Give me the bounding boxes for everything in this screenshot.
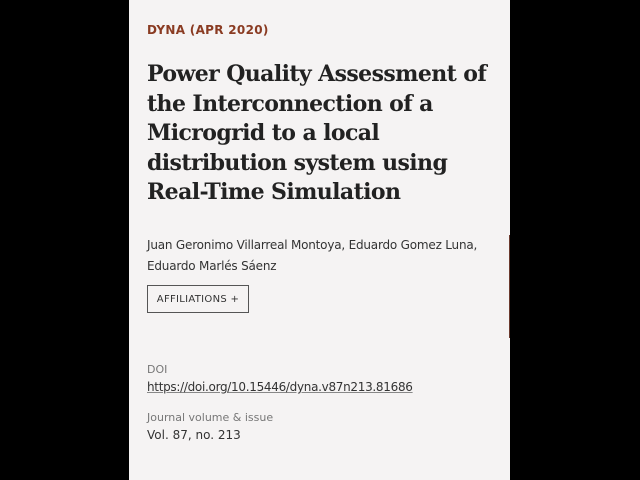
authors-line-1: Juan Geronimo Villarreal Montoya, Eduardo Gomez Luna, [147,238,478,252]
scroll-accent-bar [509,235,510,338]
author-list [147,235,492,277]
article-panel [129,0,510,480]
article-title: Power Quality Assessment of the Interconnection of a Microgrid to a local distribution system using Real-Time Simulation [147,61,487,205]
volume-value: Vol. 87, no. 213 [147,428,241,442]
affiliations-button[interactable]: AFFILIATIONS + [147,285,249,313]
volume-label: Journal volume & issue [147,411,274,424]
doi-label: DOI [147,363,168,376]
doi-link[interactable]: https://doi.org/10.15446/dyna.v87n213.81686 [147,380,413,394]
journal-date: DYNA (APR 2020) [147,23,269,37]
authors-line-2: Eduardo Marlés Sáenz [147,259,277,273]
